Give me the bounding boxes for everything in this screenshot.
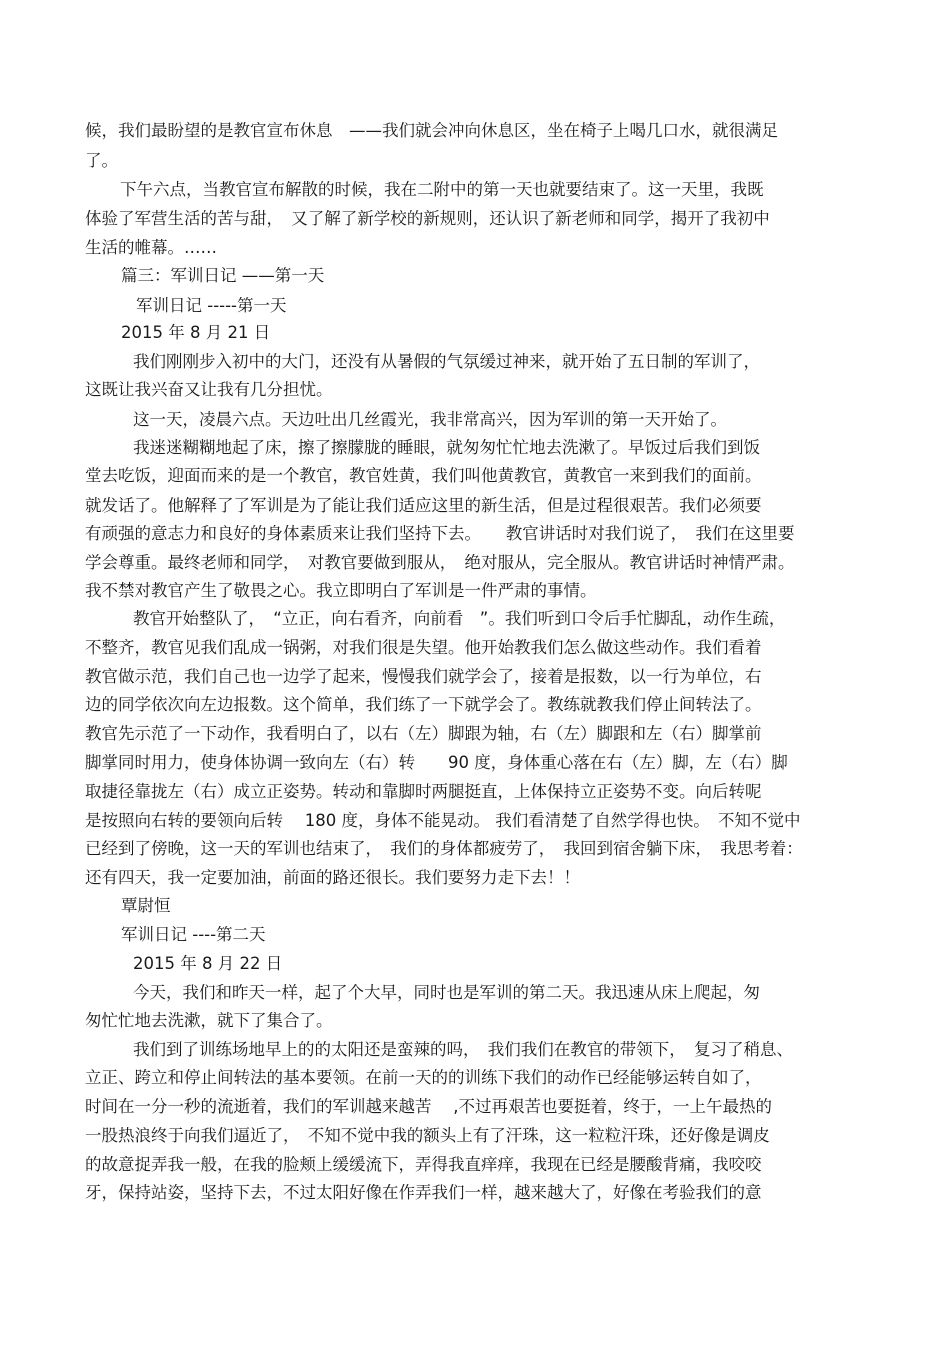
text-line: 就发话了。他解释了了军训是为了能让我们适应这里的新生活，但是过程很艰苦。我们必须要 (85, 496, 762, 515)
diary-date: 2015 年 8 月 21 日 (121, 323, 271, 342)
text-line: 时间在一分一秒的流逝着，我们的军训越来越苦 ,不过再艰苦也要挺着，终于，一上午最热的 (85, 1097, 772, 1116)
text-line: 取捷径靠拢左（右）成立正姿势。转动和靠脚时两腿挺直，上体保持立正姿势不变。向后转呢 (85, 782, 762, 801)
text-line: 我们刚刚步入初中的大门，还没有从暑假的气氛缓过神来，就开始了五日制的军训了， (133, 352, 760, 371)
diary-title: 军训日记 ----第二天 (121, 925, 266, 944)
text-line: 是按照向右转的要领向后转 180 度，身体不能晃动。 我们看清楚了自然学得也快。 不知不觉中 (85, 811, 801, 830)
text-line: 下午六点，当教官宣布解散的时候，我在二附中的第一天也就要结束了。这一天里，我既 (120, 180, 764, 199)
text-line: 教官开始整队了， “立正，向右看齐，向前看 ”。我们听到口令后手忙脚乱，动作生疏， (133, 609, 786, 628)
author-name: 覃尉恒 (121, 896, 171, 915)
text-line: 生活的帷幕。…… (85, 238, 217, 257)
text-line: 脚掌同时用力，使身体协调一致向左（右）转 90 度，身体重心落在右（左）脚，左（右）脚 (85, 753, 788, 772)
text-line: 我迷迷糊糊地起了床，擦了擦朦胧的睡眼，就匆匆忙忙地去洗漱了。早饭过后我们到饭 (133, 438, 760, 457)
text-line: 这既让我兴奋又让我有几分担忧。 (85, 380, 333, 399)
text-line: 一股热浪终于向我们逼近了， 不知不觉中我的额头上有了汗珠，这一粒粒汗珠，还好像是调皮 (85, 1126, 770, 1145)
text-line: 牙，保持站姿，坚持下去，不过太阳好像在作弄我们一样，越来越大了，好像在考验我们的意 (85, 1183, 762, 1202)
text-line: 堂去吃饭，迎面而来的是一个教官，教官姓黄，我们叫他黄教官，黄教官一来到我们的面前。 (85, 466, 762, 485)
text-line: 了。 (85, 151, 118, 170)
text-line: 已经到了傍晚，这一天的军训也结束了， 我们的身体都疲劳了， 我回到宿舍躺下床， 我思考着： (85, 839, 803, 858)
text-line: 教官先示范了一下动作，我看明白了，以右（左）脚跟为轴，右（左）脚跟和左（右）脚掌前 (85, 724, 762, 743)
text-line: 有顽强的意志力和良好的身体素质来让我们坚持下去。 教官讲话时对我们说了， 我们在这里要 (85, 524, 795, 543)
text-line: 我不禁对教官产生了敬畏之心。我立即明白了军训是一件严肃的事情。 (85, 581, 597, 600)
text-line: 我们到了训练场地早上的的太阳还是蛮辣的吗， 我们我们在教官的带领下， 复习了稍息、 (133, 1040, 793, 1059)
text-line: 学会尊重。最终老师和同学， 对教官要做到服从， 绝对服从，完全服从。教官讲话时神情严肃。 (85, 553, 795, 572)
text-line: 的故意捉弄我一般，在我的脸颊上缓缓流下，弄得我直痒痒，我现在已经是腰酸背痛，我咬咬 (85, 1155, 762, 1174)
text-line: 边的同学依次向左边报数。这个简单，我们练了一下就学会了。教练就教我们停止间转法了。 (85, 695, 762, 714)
text-line: 候，我们最盼望的是教官宣布休息 ——我们就会冲向休息区，坐在椅子上喝几口水，就很满足 (85, 121, 778, 140)
section-heading: 篇三：军训日记 ——第一天 (121, 266, 325, 285)
text-line: 教官做示范，我们自己也一边学了起来，慢慢我们就学会了，接着是报数，以一行为单位，右 (85, 667, 762, 686)
text-line: 不整齐，教官见我们乱成一锅粥，对我们很是失望。他开始教我们怎么做这些动作。我们看着 (85, 638, 762, 657)
text-line: 这一天，凌晨六点。天边吐出几丝霞光，我非常高兴，因为军训的第一天开始了。 (133, 410, 727, 429)
diary-title: 军训日记 -----第一天 (136, 296, 287, 315)
text-line: 今天，我们和昨天一样，起了个大早，同时也是军训的第二天。我迅速从床上爬起，匆 (133, 983, 760, 1002)
diary-date: 2015 年 8 月 22 日 (133, 954, 283, 973)
text-line: 匆忙忙地去洗漱，就下了集合了。 (85, 1011, 333, 1030)
text-line: 还有四天，我一定要加油，前面的路还很长。我们要努力走下去！！ (85, 868, 580, 887)
text-line: 体验了军营生活的苦与甜， 又了解了新学校的新规则，还认识了新老师和同学，揭开了我初中 (85, 209, 770, 228)
text-line: 立正、跨立和停止间转法的基本要领。在前一天的的训练下我们的动作已经能够运转自如了， (85, 1068, 762, 1087)
